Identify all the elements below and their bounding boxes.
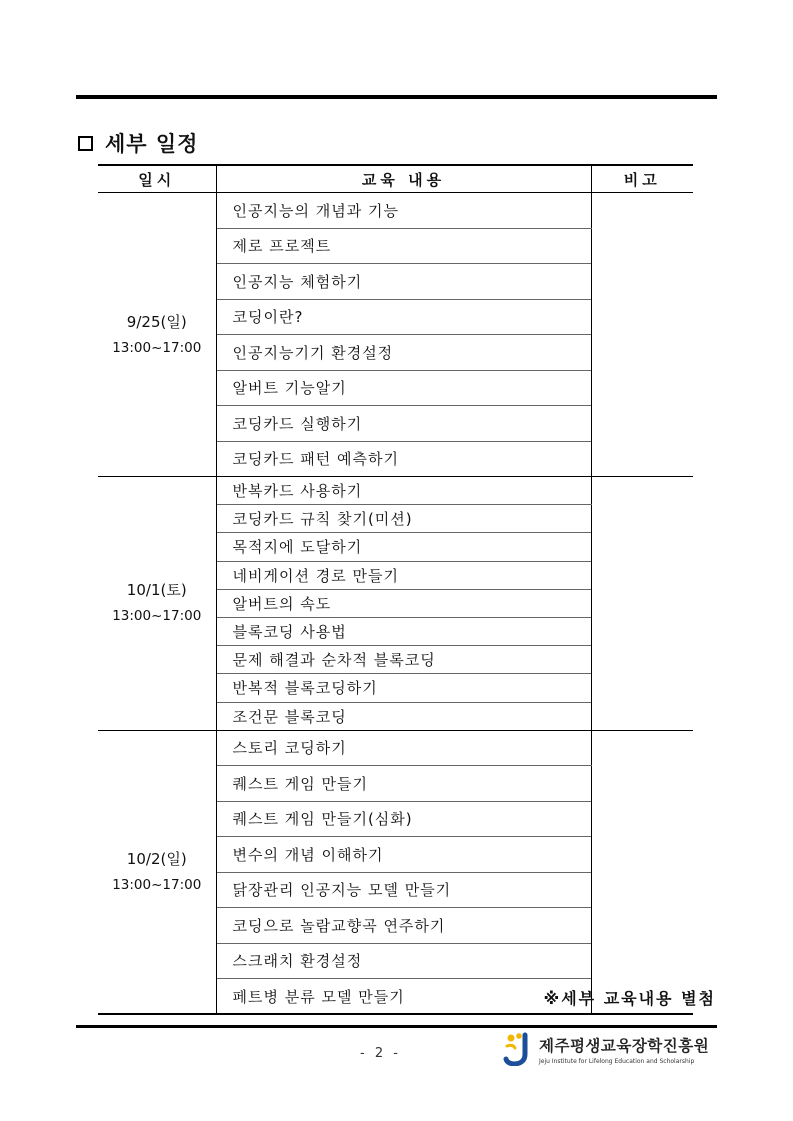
top-rule — [76, 95, 717, 99]
content-cell: 퀘스트 게임 만들기 — [216, 766, 591, 802]
time-label: 13:00~17:00 — [112, 876, 202, 893]
org-logo-mark-icon — [503, 1032, 533, 1066]
section-heading — [78, 128, 198, 158]
time-label: 13:00~17:00 — [112, 339, 202, 356]
content-cell: 코딩이란? — [216, 299, 591, 335]
content-cell: 알버트 기능알기 — [216, 370, 591, 406]
content-cell: 알버트의 속도 — [216, 589, 591, 617]
content-cell: 코딩카드 실행하기 — [216, 406, 591, 442]
content-cell: 블록코딩 사용법 — [216, 617, 591, 645]
table-header-row — [98, 165, 693, 193]
content-cell: 인공지능기기 환경설정 — [216, 335, 591, 371]
header-note: 비고 — [591, 165, 693, 193]
content-cell: 스크래치 환경설정 — [216, 943, 591, 979]
header-date: 일시 — [98, 165, 216, 193]
content-cell: 닭장관리 인공지능 모델 만들기 — [216, 872, 591, 908]
time-label: 13:00~17:00 — [112, 608, 202, 625]
date-cell — [98, 193, 216, 477]
square-bullet-icon — [78, 136, 93, 151]
table-row — [98, 477, 693, 505]
content-cell: 퀘스트 게임 만들기(심화) — [216, 801, 591, 837]
content-cell: 코딩으로 놀람교향곡 연주하기 — [216, 908, 591, 944]
org-logo — [503, 1032, 709, 1066]
page-number: - 2 - — [360, 1046, 401, 1061]
date-cell — [98, 730, 216, 1014]
section-title: 세부 일정 — [105, 132, 199, 156]
content-cell: 페트병 분류 모델 만들기 — [216, 979, 591, 1015]
content-cell: 코딩카드 규칙 찾기(미션) — [216, 505, 591, 533]
content-cell: 코딩카드 패턴 예측하기 — [216, 441, 591, 477]
table-row — [98, 730, 693, 766]
content-cell: 문제 해결과 순차적 블록코딩 — [216, 646, 591, 674]
note-cell — [591, 730, 693, 1014]
table-body — [98, 193, 693, 1015]
date-label: 9/25(일) — [126, 312, 187, 331]
content-cell: 반복적 블록코딩하기 — [216, 674, 591, 702]
content-cell: 목적지에 도달하기 — [216, 533, 591, 561]
content-cell: 반복카드 사용하기 — [216, 477, 591, 505]
content-cell: 변수의 개념 이해하기 — [216, 837, 591, 873]
date-cell — [98, 477, 216, 731]
content-cell: 스토리 코딩하기 — [216, 730, 591, 766]
org-name: 제주평생교육장학진흥원 — [539, 1036, 710, 1055]
footnote: ※세부 교육내용 별첨 — [543, 989, 716, 1008]
date-label: 10/1(토) — [126, 581, 187, 600]
note-cell — [591, 477, 693, 731]
content-cell: 조건문 블록코딩 — [216, 702, 591, 730]
bottom-rule — [76, 1025, 717, 1028]
schedule-table — [98, 164, 693, 1015]
date-label: 10/2(일) — [126, 849, 187, 868]
content-cell: 제로 프로젝트 — [216, 228, 591, 264]
content-cell: 인공지능 체험하기 — [216, 264, 591, 300]
table-row — [98, 193, 693, 229]
content-cell: 인공지능의 개념과 기능 — [216, 193, 591, 229]
org-name-english: Jeju Institute for Lifelong Education and Scholarship — [539, 1057, 695, 1065]
note-cell — [591, 193, 693, 477]
content-cell: 네비게이션 경로 만들기 — [216, 561, 591, 589]
header-content: 교육 내용 — [216, 165, 591, 193]
